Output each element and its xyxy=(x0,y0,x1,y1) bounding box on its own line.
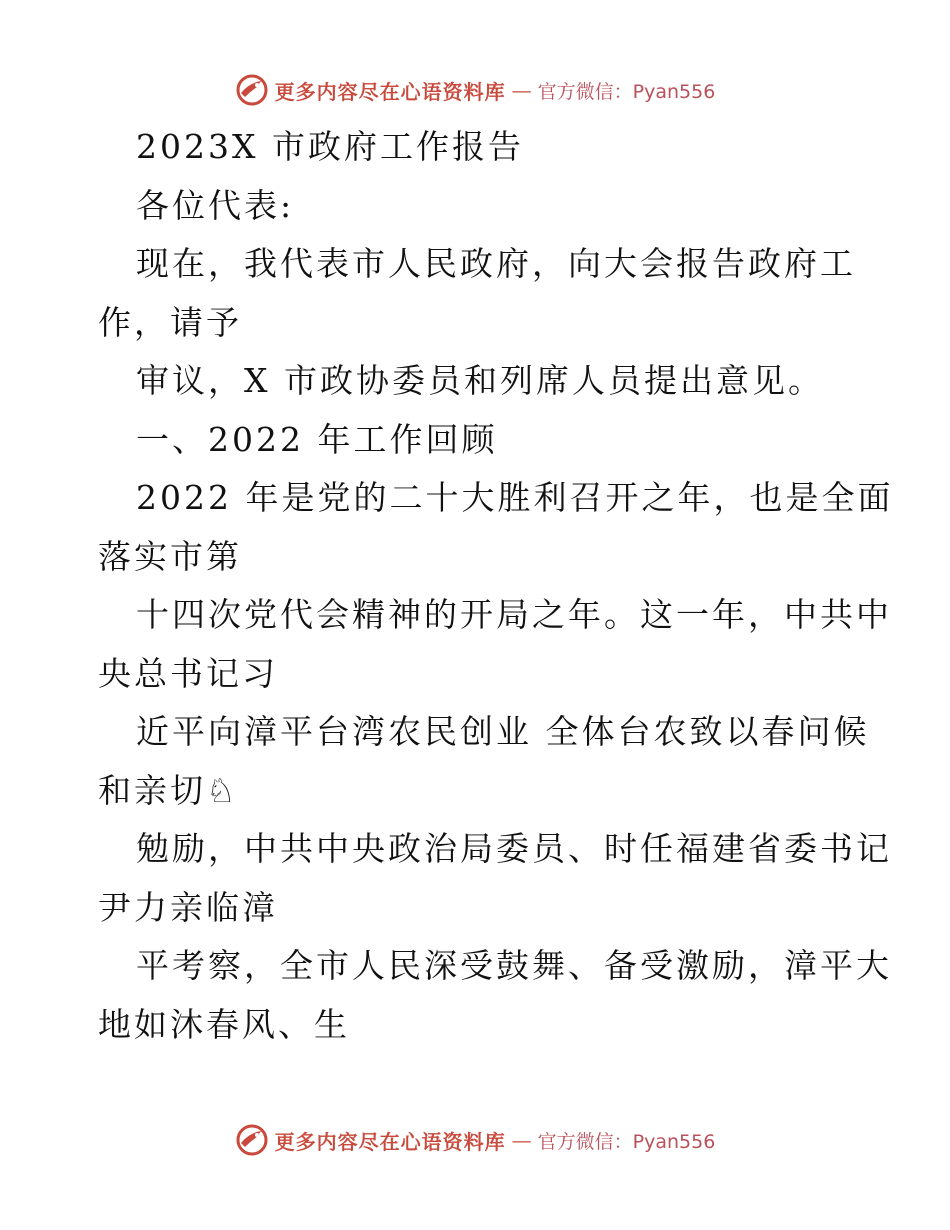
document-body xyxy=(98,118,894,1054)
document-line: 央总书记习 xyxy=(98,653,278,693)
banner-wechat-text: 官方微信：Pyan556 xyxy=(537,1130,716,1153)
document-line: 2023X 市政府工作报告 xyxy=(136,127,524,166)
pen-logo-icon xyxy=(235,73,269,107)
banner-site-text: 更多内容尽在心语资料库 xyxy=(274,1129,506,1154)
document-line: 十四次党代会精神的开局之年。这一年，中共中 xyxy=(136,595,892,634)
header-banner xyxy=(0,70,950,110)
document-line: 作，请予 xyxy=(98,302,242,342)
document-line: 平考察，全市人民深受鼓舞、备受激励，漳平大 xyxy=(136,946,892,985)
header-banner-inner xyxy=(235,73,716,107)
banner-site-text: 更多内容尽在心语资料库 xyxy=(274,79,506,104)
document-line: 现在，我代表市人民政府，向大会报告政府工 xyxy=(136,244,856,283)
pen-logo-icon xyxy=(235,1123,269,1157)
document-line: 各位代表: xyxy=(136,185,295,225)
document-line: 审议，X 市政协委员和列席人员提出意见。 xyxy=(136,361,824,400)
document-line: 2022 年是党的二十大胜利召开之年，也是全面 xyxy=(136,478,894,517)
banner-dash: — xyxy=(511,1128,532,1152)
document-line: 勉励，中共中央政治局委员、时任福建省委书记 xyxy=(136,829,892,868)
document-line: 近平向漳平台湾农民创业 全体台农致以春问候 xyxy=(136,712,870,751)
banner-dash: — xyxy=(511,78,532,102)
document-line: 地如沐春风、生 xyxy=(98,1004,350,1044)
footer-banner-inner xyxy=(235,1123,716,1157)
document-line: 一、2022 年工作回顾 xyxy=(136,419,498,459)
document-line: 落实市第 xyxy=(98,536,242,576)
document-line: 尹力亲临漳 xyxy=(98,887,278,927)
document-line: 和亲切♘ xyxy=(98,770,239,810)
banner-wechat-text: 官方微信：Pyan556 xyxy=(537,80,716,103)
footer-banner xyxy=(0,1120,950,1160)
